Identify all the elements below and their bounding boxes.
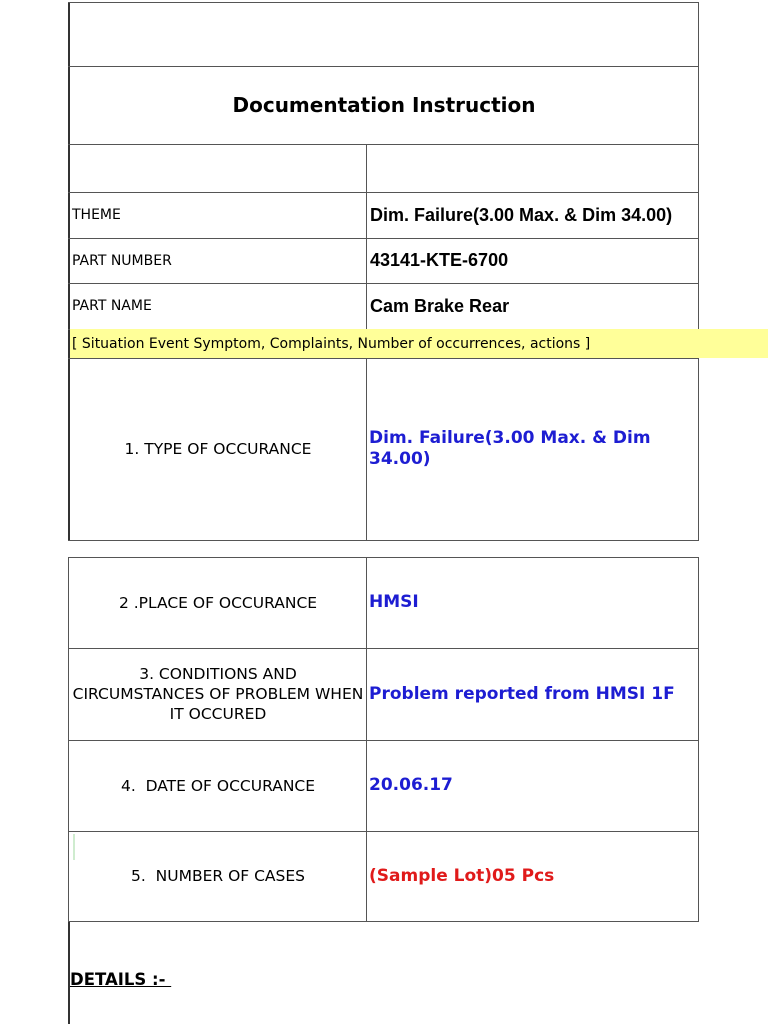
- number-of-cases-label: 5. NUMBER OF CASES: [130, 867, 306, 885]
- type-of-occurance-value: Dim. Failure(3.00 Max. & Dim 34.00): [369, 428, 651, 469]
- column-divider: [366, 358, 367, 540]
- theme-label: THEME: [72, 207, 121, 223]
- number-of-cases-value: (Sample Lot)05 Pcs: [369, 865, 555, 886]
- details-heading: DETAILS :-: [70, 969, 172, 989]
- column-divider: [366, 144, 367, 329]
- conditions-value: Problem reported from HMSI 1F: [369, 683, 675, 704]
- part-number-label: PART NUMBER: [72, 252, 172, 269]
- document-title: Documentation Instruction: [232, 93, 536, 117]
- row-divider: [68, 540, 699, 541]
- date-of-occurance-label: 4. DATE OF OCCURANCE: [120, 776, 316, 795]
- row-divider: [68, 2, 699, 3]
- conditions-label: 3. CONDITIONS AND CIRCUMSTANCES OF PROBLEM WHEN IT OCCURED: [72, 665, 364, 723]
- place-of-occurance-value: HMSI: [369, 592, 419, 612]
- place-of-occurance-label: 2 .PLACE OF OCCURANCE: [118, 593, 318, 612]
- type-of-occurance-label: 1. TYPE OF OCCURANCE: [124, 440, 312, 458]
- theme-value: Dim. Failure(3.00 Max. & Dim 34.00): [370, 204, 673, 225]
- date-of-occurance-value: 20.06.17: [369, 775, 453, 795]
- situation-banner: [ Situation Event Symptom, Complaints, Number of occurrences, actions ]: [70, 329, 768, 358]
- row-divider: [68, 144, 699, 145]
- table-right-border: [698, 2, 699, 540]
- part-name-value: Cam Brake Rear: [370, 295, 510, 316]
- part-number-value: 43141-KTE-6700: [370, 250, 509, 270]
- part-name-label: PART NAME: [72, 298, 152, 314]
- row-divider: [68, 921, 699, 922]
